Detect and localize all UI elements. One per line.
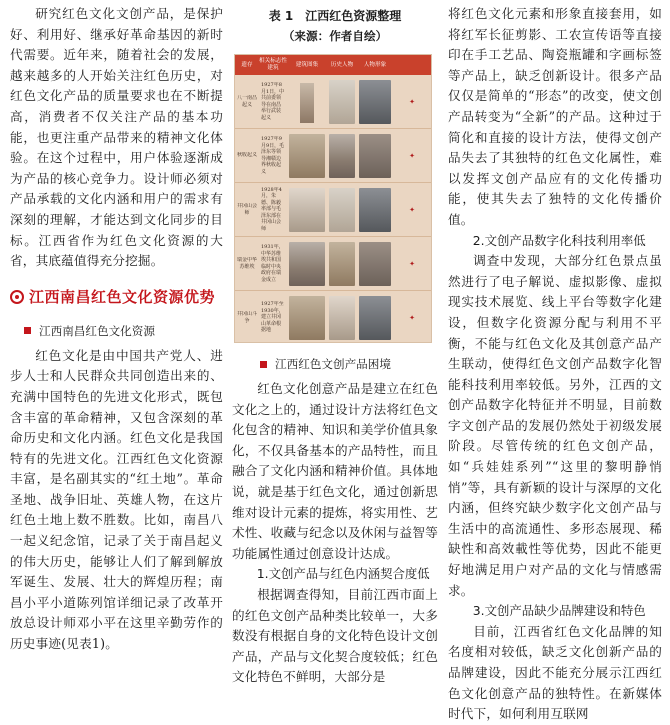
table-cell-name: 秋收起义 (237, 152, 258, 159)
column-2 (232, 4, 438, 688)
table-row (235, 183, 431, 237)
table-cell-name: 井冈山会师 (237, 203, 258, 216)
red-figure-icon: ✦ (409, 97, 415, 106)
table-header-cell: 人物形象 (363, 61, 387, 68)
numbered-heading-2: 2.文创产品数字化科技利用率低 (472, 232, 646, 248)
table-cell-name: 八一南昌起义 (237, 95, 258, 108)
building-photo (329, 242, 355, 286)
table-row (235, 75, 431, 129)
table-header-cell: 遗存 (241, 61, 253, 68)
resources-paragraph: 红色文化是由中国共产党人、进步人士和人民群众共同创造出来的、充满中国特色的先进文化形式，既包含丰富的革命精神，又包含深刻的革命历史和文化内涵。红色文化是我国特有的先进文化。江西红色文化资源丰富，是名副其实的“红土地”。革命圣地、战争旧址、英雄人物，在这片红色土地上数不胜数。比如，南昌八一起义纪念馆，记录了关于南昌起义的伟大历史，能够让人们了解到解放军诞生、发展、壮大的辉煌历程；南昌小平小道陈列馆详细记录了改革开放总设计师邓小平在这里辛勤劳作的历史事迹(见表1)。 (10, 347, 223, 652)
building-photo (289, 134, 325, 178)
table-header-cell: 相关标志性建筑 (259, 58, 287, 71)
red-figure-icon: ✦ (409, 151, 415, 160)
table-cell-name: 井冈山斗争 (237, 311, 258, 324)
building-photo (289, 188, 325, 232)
table-cell-text: 1927年9月9日，毛泽东等领导湘赣边界秋收起义 (261, 136, 285, 175)
table-cell-name: 瑞金中华苏维埃 (237, 257, 258, 270)
portrait-photo (359, 188, 391, 232)
square-bullet-icon (24, 327, 31, 334)
red-figure-icon: ✦ (409, 313, 415, 322)
building-photo (329, 188, 355, 232)
table-cell-text: 1928年4月，朱德、陈毅率部与毛泽东部在井冈山会师 (261, 186, 282, 232)
section-heading (10, 286, 223, 308)
red-figure-icon: ✦ (409, 205, 415, 214)
portrait-photo (359, 242, 391, 286)
continuation-paragraph: 将红色文化元素和形象直接套用，如将红军长征剪影、工农宣传语等直接印在手工艺品、陶瓷瓶罐和字画标签等产品上，缺乏创新设计。很多产品仅仅是简单的“形态”的改变，使文创产品转变为“全新”的产品。这种过于简化和直接的设计方法，使得文创产品失去了其独特的红色文化属性，难以发挥文创产品应有的文化传播功能，使其失去了独特的文化传播价值。 (448, 6, 662, 227)
building-photo (289, 242, 325, 286)
table-row (235, 291, 431, 343)
portrait-photo (359, 296, 391, 340)
subheading-resources-text: 江西南昌红色文化资源 (39, 323, 155, 338)
building-photo (329, 134, 355, 178)
table-header-row (235, 55, 431, 75)
table-cell-text: 1927年8月1日，中共前委领导在南昌举行武装起义 (261, 82, 285, 121)
red-figure-icon: ✦ (409, 259, 415, 268)
brand-paragraph: 目前，江西省红色文化品牌的知名度相对较低，缺乏文化创新产品的品牌建设，因此不能充分展示江西红色文化创意产品的独特性。在新媒体时代下，如何利用互联网 (448, 623, 662, 722)
section-heading-text: 江西南昌红色文化资源优势 (29, 287, 216, 306)
table-cell-text: 1931年，中华苏维埃共和国临时中央政府在瑞金成立 (261, 244, 284, 283)
table-source: （来源：作者自绘） (282, 29, 388, 43)
square-bullet-icon (260, 361, 267, 368)
table-cell-text: 1927年至1930年，建立井冈山革命根据地 (261, 301, 284, 334)
table-header-cell: 历史人物 (330, 61, 354, 68)
table-row (235, 129, 431, 183)
subheading-dilemma (260, 355, 438, 373)
column-1 (10, 4, 223, 655)
portrait-photo (359, 80, 391, 124)
numbered-heading-3: 3.文创产品缺少品牌建设和特色 (472, 603, 646, 619)
intro-paragraph: 研究红色文化文创产品，是保护好、利用好、继承好革命基因的新时代需要。近年来，随着社会的发展，越来越多的人开始关注红色历史，对红色文化产品的质量要求也在不断提高，消费者不仅关注产品的基本功能，也更注重产品带来的精神文化体验。在这个过程中，用户体验逐渐成为产品的核心竞争力。设计师必须对产品承载的文化内涵和用户的需求有深刻的理解，才能达到文化同步的目标。江西省作为红色文化资源的大省，其底蕴值得充分挖掘。 (10, 6, 223, 269)
dilemma-paragraph: 红色文化创意产品是建立在红色文化之上的，通过设计方法将红色文化包含的精神、知识和美学价值具象化，不仅具备基本的产品特性，而且融合了文化内涵和精神价值。具体地说，就是基于红色文化，通过创新思维对设计元素的提炼，将实用性、艺术性、收藏与纪念以及休闲与益智等功能属性通过创意设计达成。 (232, 381, 438, 561)
building-photo (329, 296, 355, 340)
fit-paragraph: 根据调查得知，目前江西市面上的红色文创产品种类比较单一，大多数没有根据自身的文化特色设计文创产品，产品与文化契合度较低；红色文化特色不鲜明，大部分是 (232, 586, 438, 685)
circle-bullet-icon (10, 290, 24, 304)
building-photo (329, 80, 355, 124)
subheading-resources (24, 322, 223, 340)
building-photo (289, 296, 325, 340)
table-header-cell: 建筑图集 (295, 61, 319, 68)
column-3 (448, 4, 662, 725)
numbered-heading-1: 1.文创产品与红色内涵契合度低 (256, 566, 430, 582)
resource-table (234, 54, 432, 343)
monument-image (300, 83, 314, 123)
portrait-photo (359, 134, 391, 178)
table-title: 表 1 江西红色资源整理 (268, 9, 402, 23)
table-row (235, 237, 431, 291)
digital-paragraph: 调查中发现，大部分红色景点虽然进行了电子解说、虚拟影像、虚拟现实技术展览、线上平台等数字化建设，但数字化资源分配与利用不平衡，不能与红色文化及其创意产品产生联动，使得红色文创产品数字化智能科技利用率较低。另外，江西的文创产品数字化特征并不明显，目前数字文创产品的发展仍然处于初级发展阶段。尽管传统的红色文创产品，如“兵娃娃系列”“这里的黎明静悄悄”等，具有新颖的设计与深厚的文化内涵，但终究缺少数字化文创产品与生活中的高流通性、多形态展现、稀缺性和高效載性等优势，因此不能更好地满足用户对产品的文化与情感需求。 (448, 253, 662, 598)
subheading-dilemma-text: 江西红色文创产品困境 (275, 357, 391, 371)
